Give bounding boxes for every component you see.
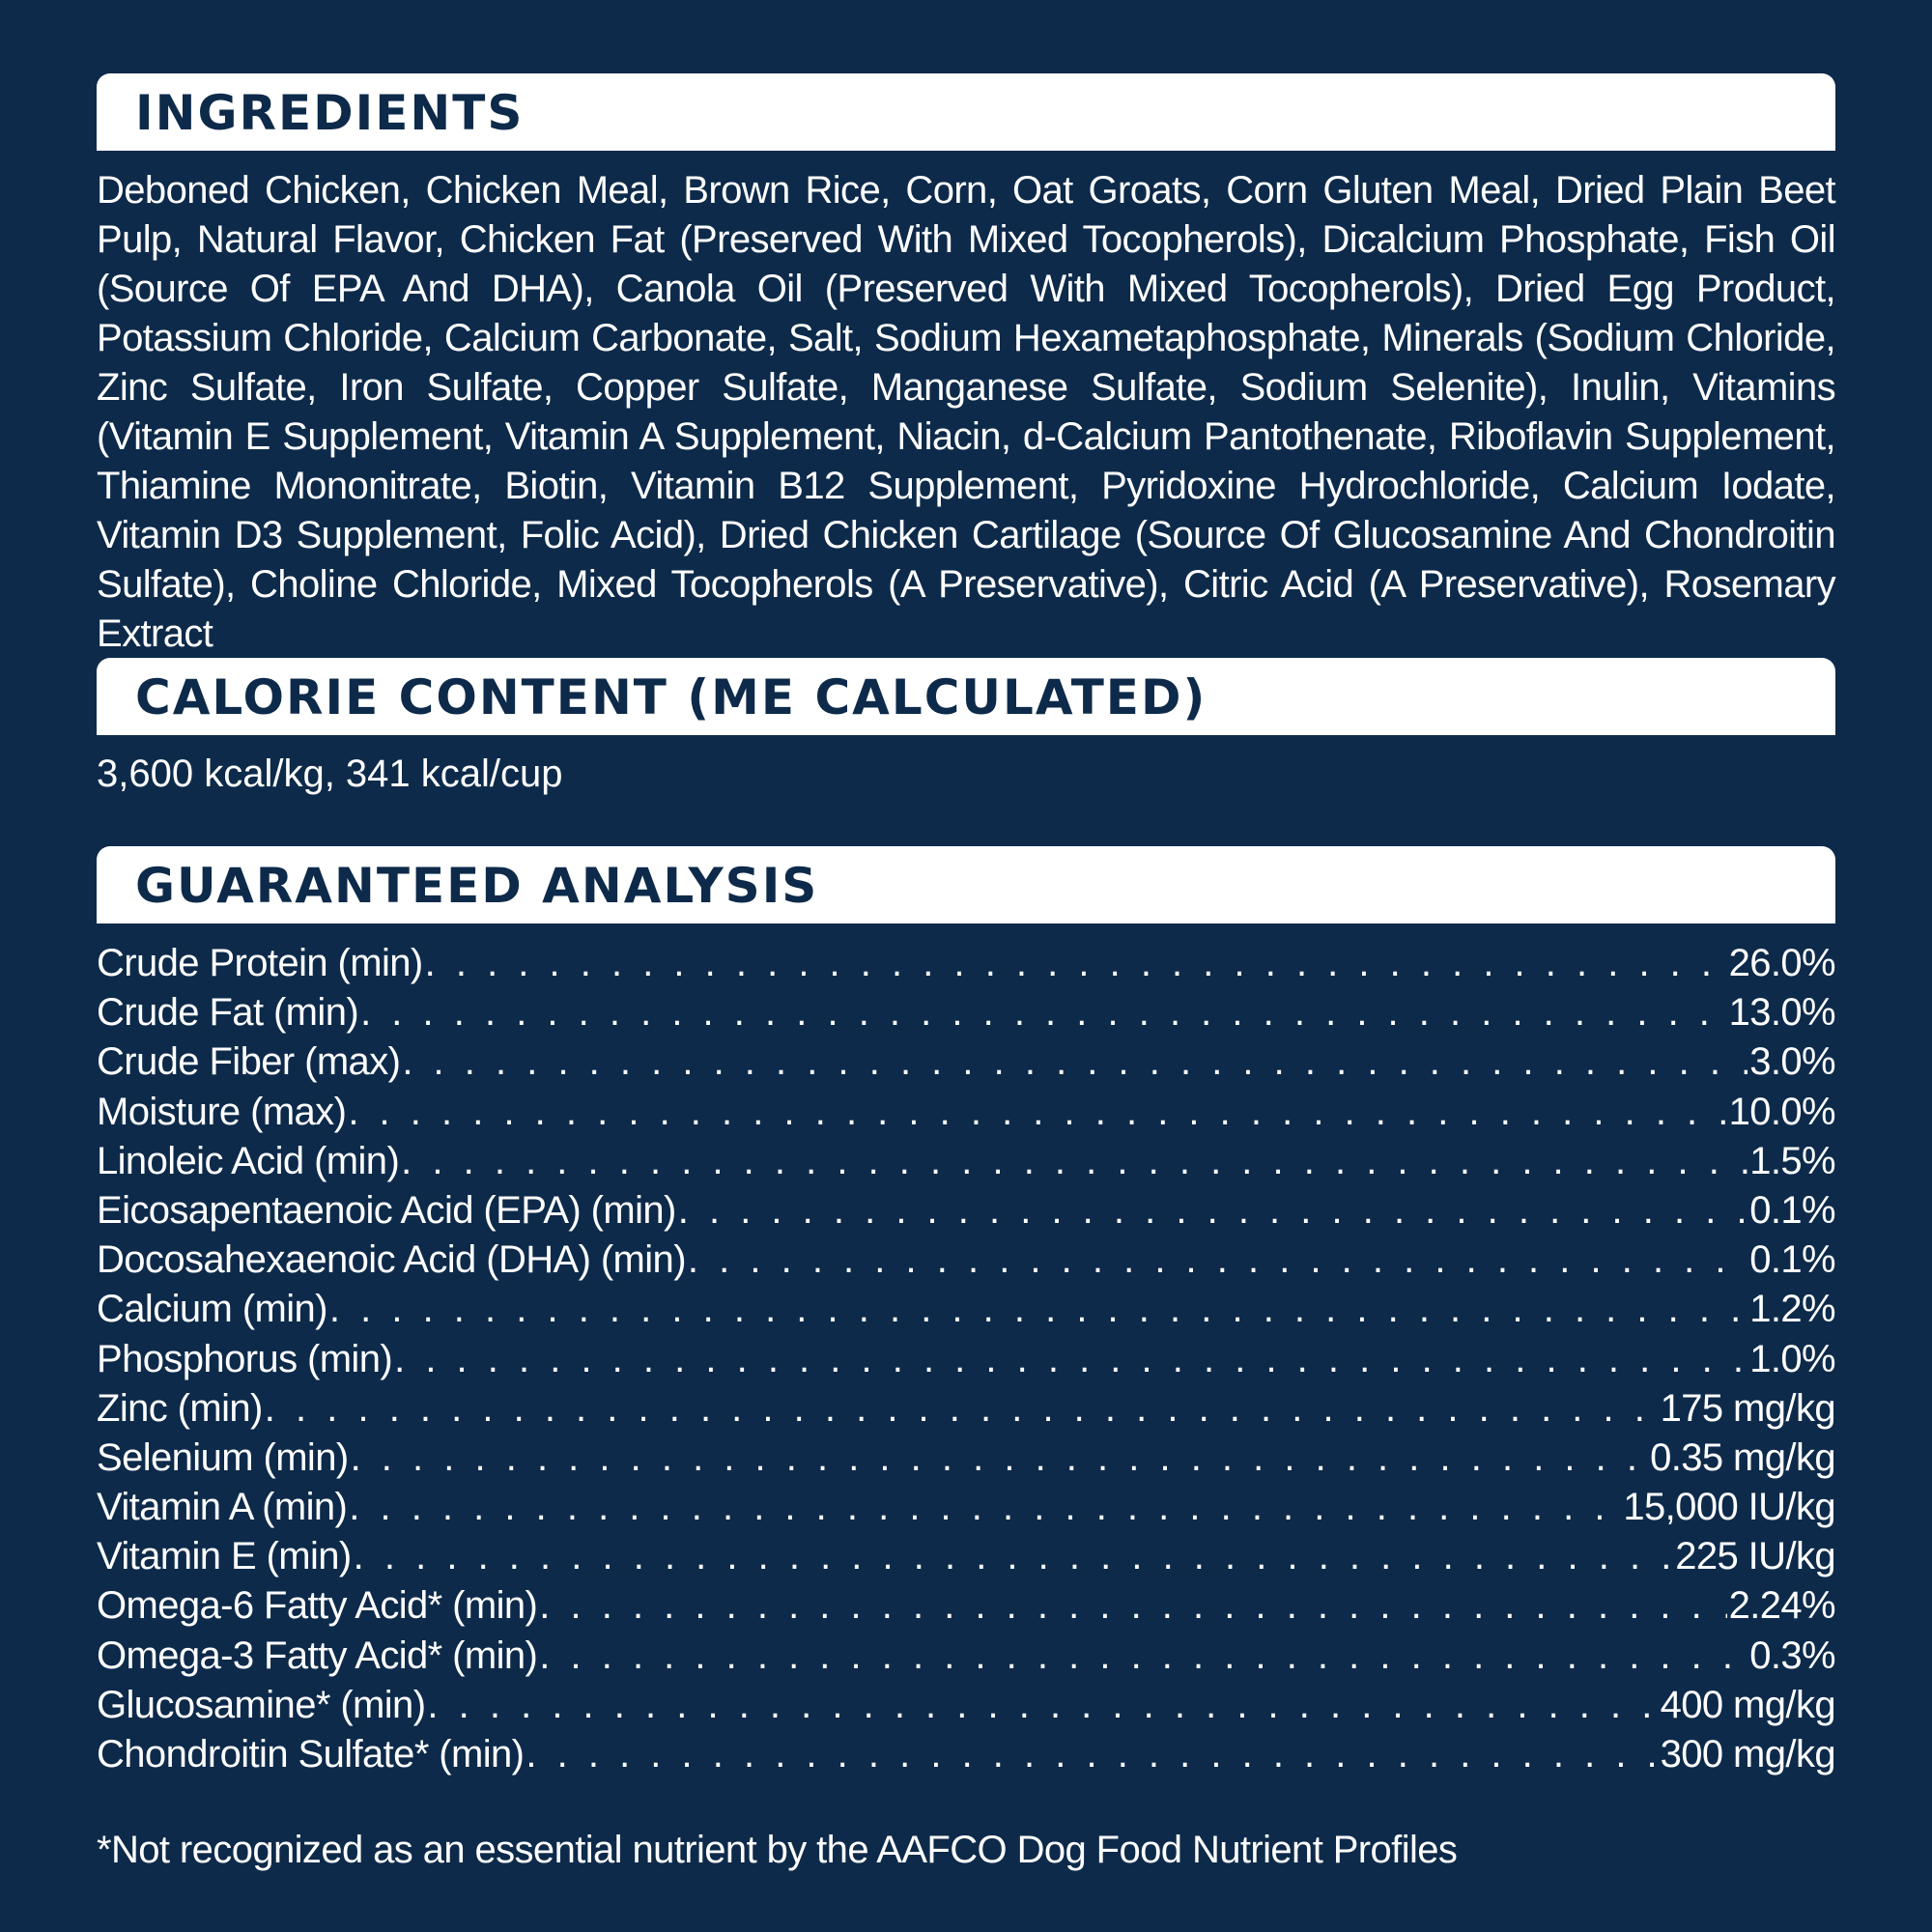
nutrient-name: Crude Fat (min) xyxy=(97,991,359,1035)
nutrient-name: Zinc (min) xyxy=(97,1386,263,1430)
ingredients-header xyxy=(97,73,1835,151)
nutrient-name: Linoleic Acid (min) xyxy=(97,1139,400,1182)
dot-leader xyxy=(688,1236,1747,1285)
dot-leader xyxy=(265,1384,1659,1434)
dot-leader xyxy=(401,1137,1747,1186)
analysis-row xyxy=(97,1483,1835,1532)
dot-leader xyxy=(360,988,1727,1037)
calorie-value: 3,600 kcal/kg, 341 kcal/cup xyxy=(97,753,563,795)
nutrient-value: 3.0% xyxy=(1749,1040,1835,1084)
nutrient-name: Crude Protein (min) xyxy=(97,942,423,984)
nutrient-value: 26.0% xyxy=(1728,942,1835,984)
ingredients-list: Deboned Chicken, Chicken Meal, Brown Rice, Corn, Oat Groats, Corn Gluten Meal, Dried Plain Beet Pulp, Natural Flavor, Chicken Fat (Preserved With Mixed Tocopherols), Dicalcium Phosphate, Fish Oil (Source Of EPA And DHA), Canola Oil (Preserved With Mixed Tocopherols), Dried Egg Product, Potassium Chloride, Calcium Carbonate, Salt, Sodium Hexametaphosphate, Minerals (Sodium Chloride, Zinc Sulfate, Iron Sulfate, Copper Sulfate, Manganese Sulfate, Sodium Selenite), Inulin, Vitamins (Vitamin E Supplement, Vitamin A Supplement, Niacin, d-Calcium Pantothenate, Riboflavin Supplement, Thiamine Mononitrate, Biotin, Vitamin B12 Supplement, Pyridoxine Hydrochloride, Calcium Iodate, Vitamin D3 Supplement, Folic Acid), Dried Chicken Cartilage (Source Of Glucosamine And Chondroitin Sulfate), Choline Chloride, Mixed Tocopherols (A Preservative), Citric Acid (A Preservative), Rosemary Extract xyxy=(97,169,1835,655)
nutrient-name: Chondroitin Sulfate* (min) xyxy=(97,1733,525,1776)
nutrient-value: 175 mg/kg xyxy=(1660,1386,1835,1430)
analysis-row xyxy=(97,1088,1835,1137)
analysis-row xyxy=(97,1581,1835,1631)
nutrient-value: 1.5% xyxy=(1749,1139,1835,1182)
nutrient-value: 225 IU/kg xyxy=(1675,1535,1835,1578)
nutrient-name: Vitamin A (min) xyxy=(97,1486,348,1529)
nutrient-value: 0.1% xyxy=(1749,1238,1835,1282)
nutrient-name: Eicosapentaenoic Acid (EPA) (min) xyxy=(97,1188,676,1232)
analysis-row xyxy=(97,939,1835,988)
nutrient-name: Glucosamine* (min) xyxy=(97,1683,426,1726)
dot-leader xyxy=(539,1632,1747,1681)
nutrient-name: Omega-6 Fatty Acid* (min) xyxy=(97,1584,538,1628)
analysis-row xyxy=(97,1335,1835,1384)
nutrient-value: 10.0% xyxy=(1728,1090,1835,1133)
dot-leader xyxy=(425,939,1727,988)
dot-leader xyxy=(394,1335,1747,1384)
nutrient-name: Docosahexaenoic Acid (DHA) (min) xyxy=(97,1238,686,1282)
dot-leader xyxy=(351,1434,1649,1483)
dot-leader xyxy=(354,1532,1674,1581)
analysis-table xyxy=(97,939,1835,1779)
analysis-row xyxy=(97,1285,1835,1334)
nutrient-value: 2.24% xyxy=(1728,1584,1835,1628)
dot-leader xyxy=(427,1681,1658,1730)
analysis-row xyxy=(97,1037,1835,1087)
nutrient-value: 0.1% xyxy=(1749,1188,1835,1232)
dot-leader xyxy=(402,1037,1747,1087)
nutrient-value: 0.35 mg/kg xyxy=(1650,1435,1835,1479)
nutrient-name: Crude Fiber (max) xyxy=(97,1040,401,1084)
nutrient-name: Phosphorus (min) xyxy=(97,1337,393,1380)
calorie-header xyxy=(97,658,1835,735)
nutrient-value: 300 mg/kg xyxy=(1660,1733,1835,1776)
analysis-row xyxy=(97,1730,1835,1779)
analysis-row xyxy=(97,1137,1835,1186)
nutrient-name: Vitamin E (min) xyxy=(97,1535,352,1578)
nutrient-name: Selenium (min) xyxy=(97,1435,349,1479)
analysis-header xyxy=(97,846,1835,923)
calorie-title: CALORIE CONTENT (ME CALCULATED) xyxy=(135,669,1208,725)
analysis-row xyxy=(97,1632,1835,1681)
analysis-row xyxy=(97,1186,1835,1236)
dot-leader xyxy=(329,1285,1747,1334)
nutrient-value: 1.0% xyxy=(1749,1337,1835,1380)
dot-leader xyxy=(678,1186,1747,1236)
nutrient-value: 400 mg/kg xyxy=(1660,1683,1835,1726)
nutrient-value: 1.2% xyxy=(1749,1288,1835,1331)
nutrient-value: 0.3% xyxy=(1749,1634,1835,1677)
ingredients-title: INGREDIENTS xyxy=(135,85,525,141)
analysis-row xyxy=(97,1236,1835,1285)
analysis-row xyxy=(97,1384,1835,1434)
analysis-row xyxy=(97,1434,1835,1483)
analysis-row xyxy=(97,988,1835,1037)
nutrient-value: 13.0% xyxy=(1728,991,1835,1035)
footnote: *Not recognized as an essential nutrient by the AAFCO Dog Food Nutrient Profiles xyxy=(97,1829,1458,1871)
analysis-title: GUARANTEED ANALYSIS xyxy=(135,858,819,914)
analysis-row xyxy=(97,1681,1835,1730)
nutrient-name: Moisture (max) xyxy=(97,1090,347,1133)
dot-leader xyxy=(526,1730,1658,1779)
dot-leader xyxy=(348,1088,1726,1137)
dot-leader xyxy=(349,1483,1621,1532)
analysis-row xyxy=(97,1532,1835,1581)
dot-leader xyxy=(539,1581,1726,1631)
nutrient-value: 15,000 IU/kg xyxy=(1623,1486,1835,1529)
nutrient-name: Omega-3 Fatty Acid* (min) xyxy=(97,1634,538,1677)
nutrient-name: Calcium (min) xyxy=(97,1288,327,1331)
